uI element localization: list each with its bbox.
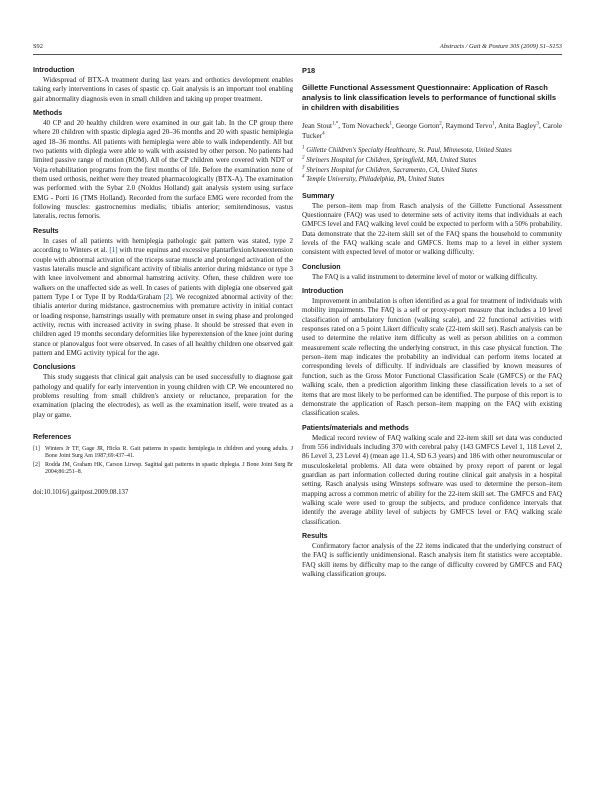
affiliation-list — [302, 146, 562, 184]
poster-id: P18 — [302, 66, 316, 75]
affiliation-text: Gillette Children's Specialty Healthcare, St. Paul, Minnesota, United States — [306, 147, 512, 155]
results-heading: Results — [33, 226, 59, 235]
affiliation-item — [302, 175, 562, 184]
author-name: George Gorton — [395, 122, 440, 131]
affiliation-item — [302, 156, 562, 165]
affiliation-text: Shriners Hospital for Children, Springfield, MA, United States — [306, 157, 477, 165]
affiliation-item — [302, 146, 562, 155]
author-name: Raymond Tervo — [445, 122, 493, 131]
patients-methods-heading: Patients/materials and methods — [302, 423, 409, 432]
reference-item — [33, 446, 293, 461]
summary-paragraph: The person–item map from Rasch analysis of the Gillette Functional Assessment Questionnaire (FAQ) was used to determine sets of activity items that individuals at each GMFCS level and FAQ walking level could be expected to perform with a 50% probability. Data demonstrate that the 22-item skill set of the FAQ spans the household to community levels of the FAQ walking scale and GMFCS. Items map to a level in either system consistent with expected level of motor or walking difficulty. — [302, 201, 562, 257]
header-rule — [33, 54, 562, 55]
references-heading: References — [33, 433, 72, 441]
journal-citation: Abstracts / Gait & Posture 30S (2009) S1–S153 — [439, 43, 562, 50]
intro-paragraph: Widespread of BTX-A treatment during last years and orthotics development enables taking early interventions in cases of spastic cp. Gait analysis is an important tool enabling gait abnormality diagnosis even in small children and taking up proper treatment. — [33, 76, 293, 103]
author-sup: 2 — [439, 121, 442, 127]
conclusions-paragraph: This study suggests that clinical gait analysis can be used successfully to diagnose gait pathology and qualify for early intervention in young children with CP. We encountered no problems resulting from small children's anxiety or reluctance, preparation for the examination (placing the electrodes), as well as the examination itself, were treated as a play or game. — [33, 373, 293, 419]
conclusion-heading: Conclusion — [302, 262, 341, 271]
reference-number: [2] — [33, 461, 40, 468]
author-sup: 4 — [322, 131, 325, 137]
author-name: Jean Stout — [302, 122, 333, 131]
reference-list — [33, 446, 293, 477]
intro-paragraph-right: Improvement in ambulation is often identified as a goal for treatment of individuals with mobility impairments. The FAQ is a self or proxy-report measure that includes a 10 level classification of ambulatory function (walking scale), and 22 functional activities with responses rated on a 5 point Likert difficulty scale (22-item skill set). Rasch analysis can be used to determine the relative item difficulty as well as person abilities on a common measurement scale reflecting the underlying construct, in this case physical function. The person–item map indicates the probability an individual can perform items located at corresponding levels of difficulty. If individuals are classified by known measures of function, such as the Gross Motor Functional Classification Scale (GMFCS) or the FAQ walking scale, then a prediction algorithm linking these classification levels to a set of items that are most likely to be performed can be identified. The purpose of this report is to demonstrate the application of Rasch person–item mapping on the FAQ with existing classification scales. — [302, 297, 562, 418]
affiliation-sup: 4 — [302, 175, 305, 181]
doi-line[interactable]: doi:10.1016/j.gaitpost.2009.08.137 — [33, 488, 129, 496]
author-name: Carole Tucker — [302, 122, 563, 141]
affiliation-text: Temple University, Philadelphia, PA, United States — [306, 176, 445, 184]
affiliation-sup: 3 — [302, 165, 305, 171]
results-paragraph — [33, 237, 293, 358]
author-sup: 3 — [536, 121, 540, 127]
running-header — [33, 43, 562, 53]
author-name: Anita Bagley — [498, 122, 537, 131]
affiliation-text: Shriners Hospital for Children, Sacramento, CA, United States — [306, 166, 478, 174]
summary-heading: Summary — [302, 191, 335, 200]
reference-text: Rodda JM, Graham HK, Carson Lirwsp. Sagittal gait patterns in spastic diplegia. J Bone Joint Surg Br 2004;86:251–8. — [45, 461, 293, 476]
abstract-title: Gillette Functional Assessment Questionnaire: Application of Rasch analysis to link classification levels to performance of functional skills in children with disabilities — [302, 83, 557, 113]
author-name: Tom Novacheck — [342, 122, 390, 131]
citation-link-1[interactable]: [1] — [109, 246, 118, 255]
conclusions-heading: Conclusions — [33, 363, 76, 372]
results-heading-right: Results — [302, 531, 328, 540]
affiliation-sup: 1 — [302, 146, 305, 152]
author-list: Jean Stout$^{1,*}$, Tom Novacheck$^1$, George Gorton$^2$, Raymond Tervo$^1$, Anita Bagley$^3$, Carole Tucker$^4$ — [302, 121, 563, 141]
affiliation-sup: 2 — [302, 155, 305, 161]
results-text-2: with true equinus and excessive plantarflexion/kneeextension couple with abnormal activation of the triceps surae muscle and prolonged activation of the vastus lateralis muscle and significant activity of tibialis anterior during midstance or type 3 with knee involvement and abnormal hamstring activity. Often, these children were toe walkers on the unaffected side as well. In cases of patients with diplegia one observed gait pattern Type I or Type II by Rodda/Graham — [33, 246, 293, 301]
conclusion-paragraph: The FAQ is a valid instrument to determine level of motor or walking difficulty. — [312, 272, 538, 281]
reference-item — [33, 462, 293, 477]
results-text-1: In cases of all patients with hemiplegia pathologic gait pattern was stated, type 2 according to Winters et al. — [33, 236, 293, 255]
methods-paragraph: 40 CP and 20 healthy children were examined in our gait lab. In the CP group there where 20 children with spastic diplegia aged 20–36 months and 20 with spastic hemiplegia aged 18–36 months. All patients with hemiplegia were able to walk independently. All but two patients with diplegia were able to walk with assisted by other person. No patients had limited passive range of motion (ROM). All of the CP children were covered with NDT or Vojta rehabilitation programs from the first months of life. Before the examination none of them used orthosis, neither were they treated pharmacologically (BTX-A). The examination was performed with the Sybar 2.0 (Noldus Holland) gait analysis system using surface EMG - Porti 16 (TMS Holland). Recorded from the surface EMG were recorded from the following muscles: gastrocnemius medialis; tibialis anterior; semitendinosus, vastus lateralis, rectus femoris. — [33, 119, 293, 221]
right-column — [302, 66, 562, 584]
patients-methods-paragraph: Medical record review of FAQ walking scale and 22-item skill set data was conducted from 556 individuals including 370 with cerebral palsy (143 GMFCS Level 1, 118 Level 2, 86 Level 3, 23 Level 4) (mean age 11.4, SD 6.3 years) and 186 with other neuromuscular or musculoskeletal problems. All data were obtained by proxy report of parent or legal guardian as part information collected during routine clinical gait analysis in a hospital setting. Rasch analysis using Winsteps software was used to determine the person–item mapping across a common metric of ability for the 22-item skill set. The GMFCS and FAQ walking scale were used to group the subjects, and produce confidence intervals that identify the average ability level of subjects by GMFCS level or FAQ walking scale classification. — [302, 433, 562, 526]
reference-text: Winters Jr TF, Gage JR, Hicks R. Gait patterns in spastic hemiplegia in children and young adults. J Bone Joint Surg Am 1987;69:437–41. — [45, 446, 293, 460]
affiliation-item — [302, 166, 562, 175]
author-sup[interactable]: 1,* — [332, 121, 339, 127]
methods-heading: Methods — [33, 109, 63, 118]
results-paragraph-right: Confirmatory factor analysis of the 22 items indicated that the underlying construct of the FAQ is sufficiently unidimensional. Rasch analysis item fit statistics were acceptable. FAQ skill items by difficulty map to the range of difficulty covered by GMFCS and FAQ walking classification groups. — [302, 541, 562, 578]
results-text-3: . We recognized abnormal activity of the: tibialis anterior during midstance, gastrocnemius with premature activity in initial contact or loading response, hamstrings usually with premature onset in swing phase and prolonged activity, rectus with increased activity in swing phase. It should be stressed that even in children aged 19 months secondary deformities like hyperextension of the knee joint during stance or planovalgus foot were observed. In cases of all healthy children one observed gait pattern and EMG activity typical for the age. — [33, 292, 293, 357]
intro-heading: Introduction — [33, 66, 75, 74]
intro-heading-right: Introduction — [302, 287, 344, 296]
author-sup: 1 — [389, 121, 392, 127]
page-number: S92 — [33, 43, 43, 50]
left-column — [33, 66, 293, 497]
author-sup: 1 — [492, 121, 495, 127]
citation-link-2[interactable]: [2] — [163, 292, 172, 301]
reference-number: [1] — [33, 446, 40, 452]
